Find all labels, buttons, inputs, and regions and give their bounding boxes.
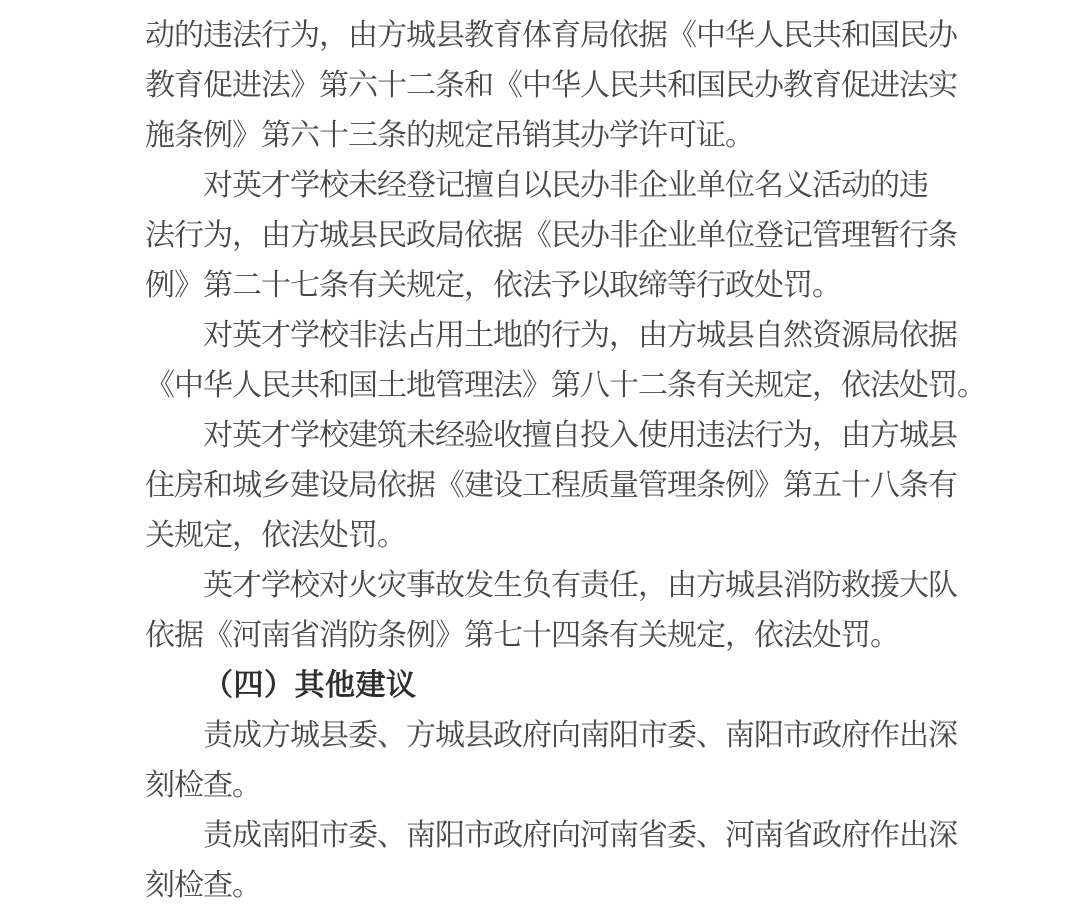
document-line: 关规定，依法处罚。 [145, 519, 406, 552]
section-heading: （四）其他建议 [203, 669, 417, 702]
document-line: 教育促进法》第六十二条和《中华人民共和国民办教育促进法实 [145, 69, 957, 102]
document-line: 依据《河南省消防条例》第七十四条有关规定，依法处罚。 [145, 619, 899, 652]
document-line: 《中华人民共和国土地管理法》第八十二条有关规定，依法处罚。 [145, 369, 986, 402]
document-line: 对英才学校非法占用土地的行为，由方城县自然资源局依据 [203, 319, 957, 352]
document-line: 刻检查。 [145, 869, 261, 902]
document-line: 英才学校对火灾事故发生负有责任，由方城县消防救援大队 [203, 569, 957, 602]
document-line: 责成方城县委、方城县政府向南阳市委、南阳市政府作出深 [203, 719, 957, 752]
document-line: 住房和城乡建设局依据《建设工程质量管理条例》第五十八条有 [145, 469, 957, 502]
document-line: 对英才学校未经登记擅自以民办非企业单位名义活动的违 [203, 169, 928, 202]
document-line: 施条例》第六十三条的规定吊销其办学许可证。 [145, 119, 754, 152]
document-line: 动的违法行为，由方城县教育体育局依据《中华人民共和国民办 [145, 19, 957, 52]
document-line: 例》第二十七条有关规定，依法予以取缔等行政处罚。 [145, 269, 841, 302]
document-line: 责成南阳市委、南阳市政府向河南省委、河南省政府作出深 [203, 819, 957, 852]
document-line: 对英才学校建筑未经验收擅自投入使用违法行为，由方城县 [203, 419, 957, 452]
document-body [145, 11, 986, 911]
document-line: 刻检查。 [145, 769, 261, 802]
document-line: 法行为，由方城县民政局依据《民办非企业单位登记管理暂行条 [145, 219, 957, 252]
